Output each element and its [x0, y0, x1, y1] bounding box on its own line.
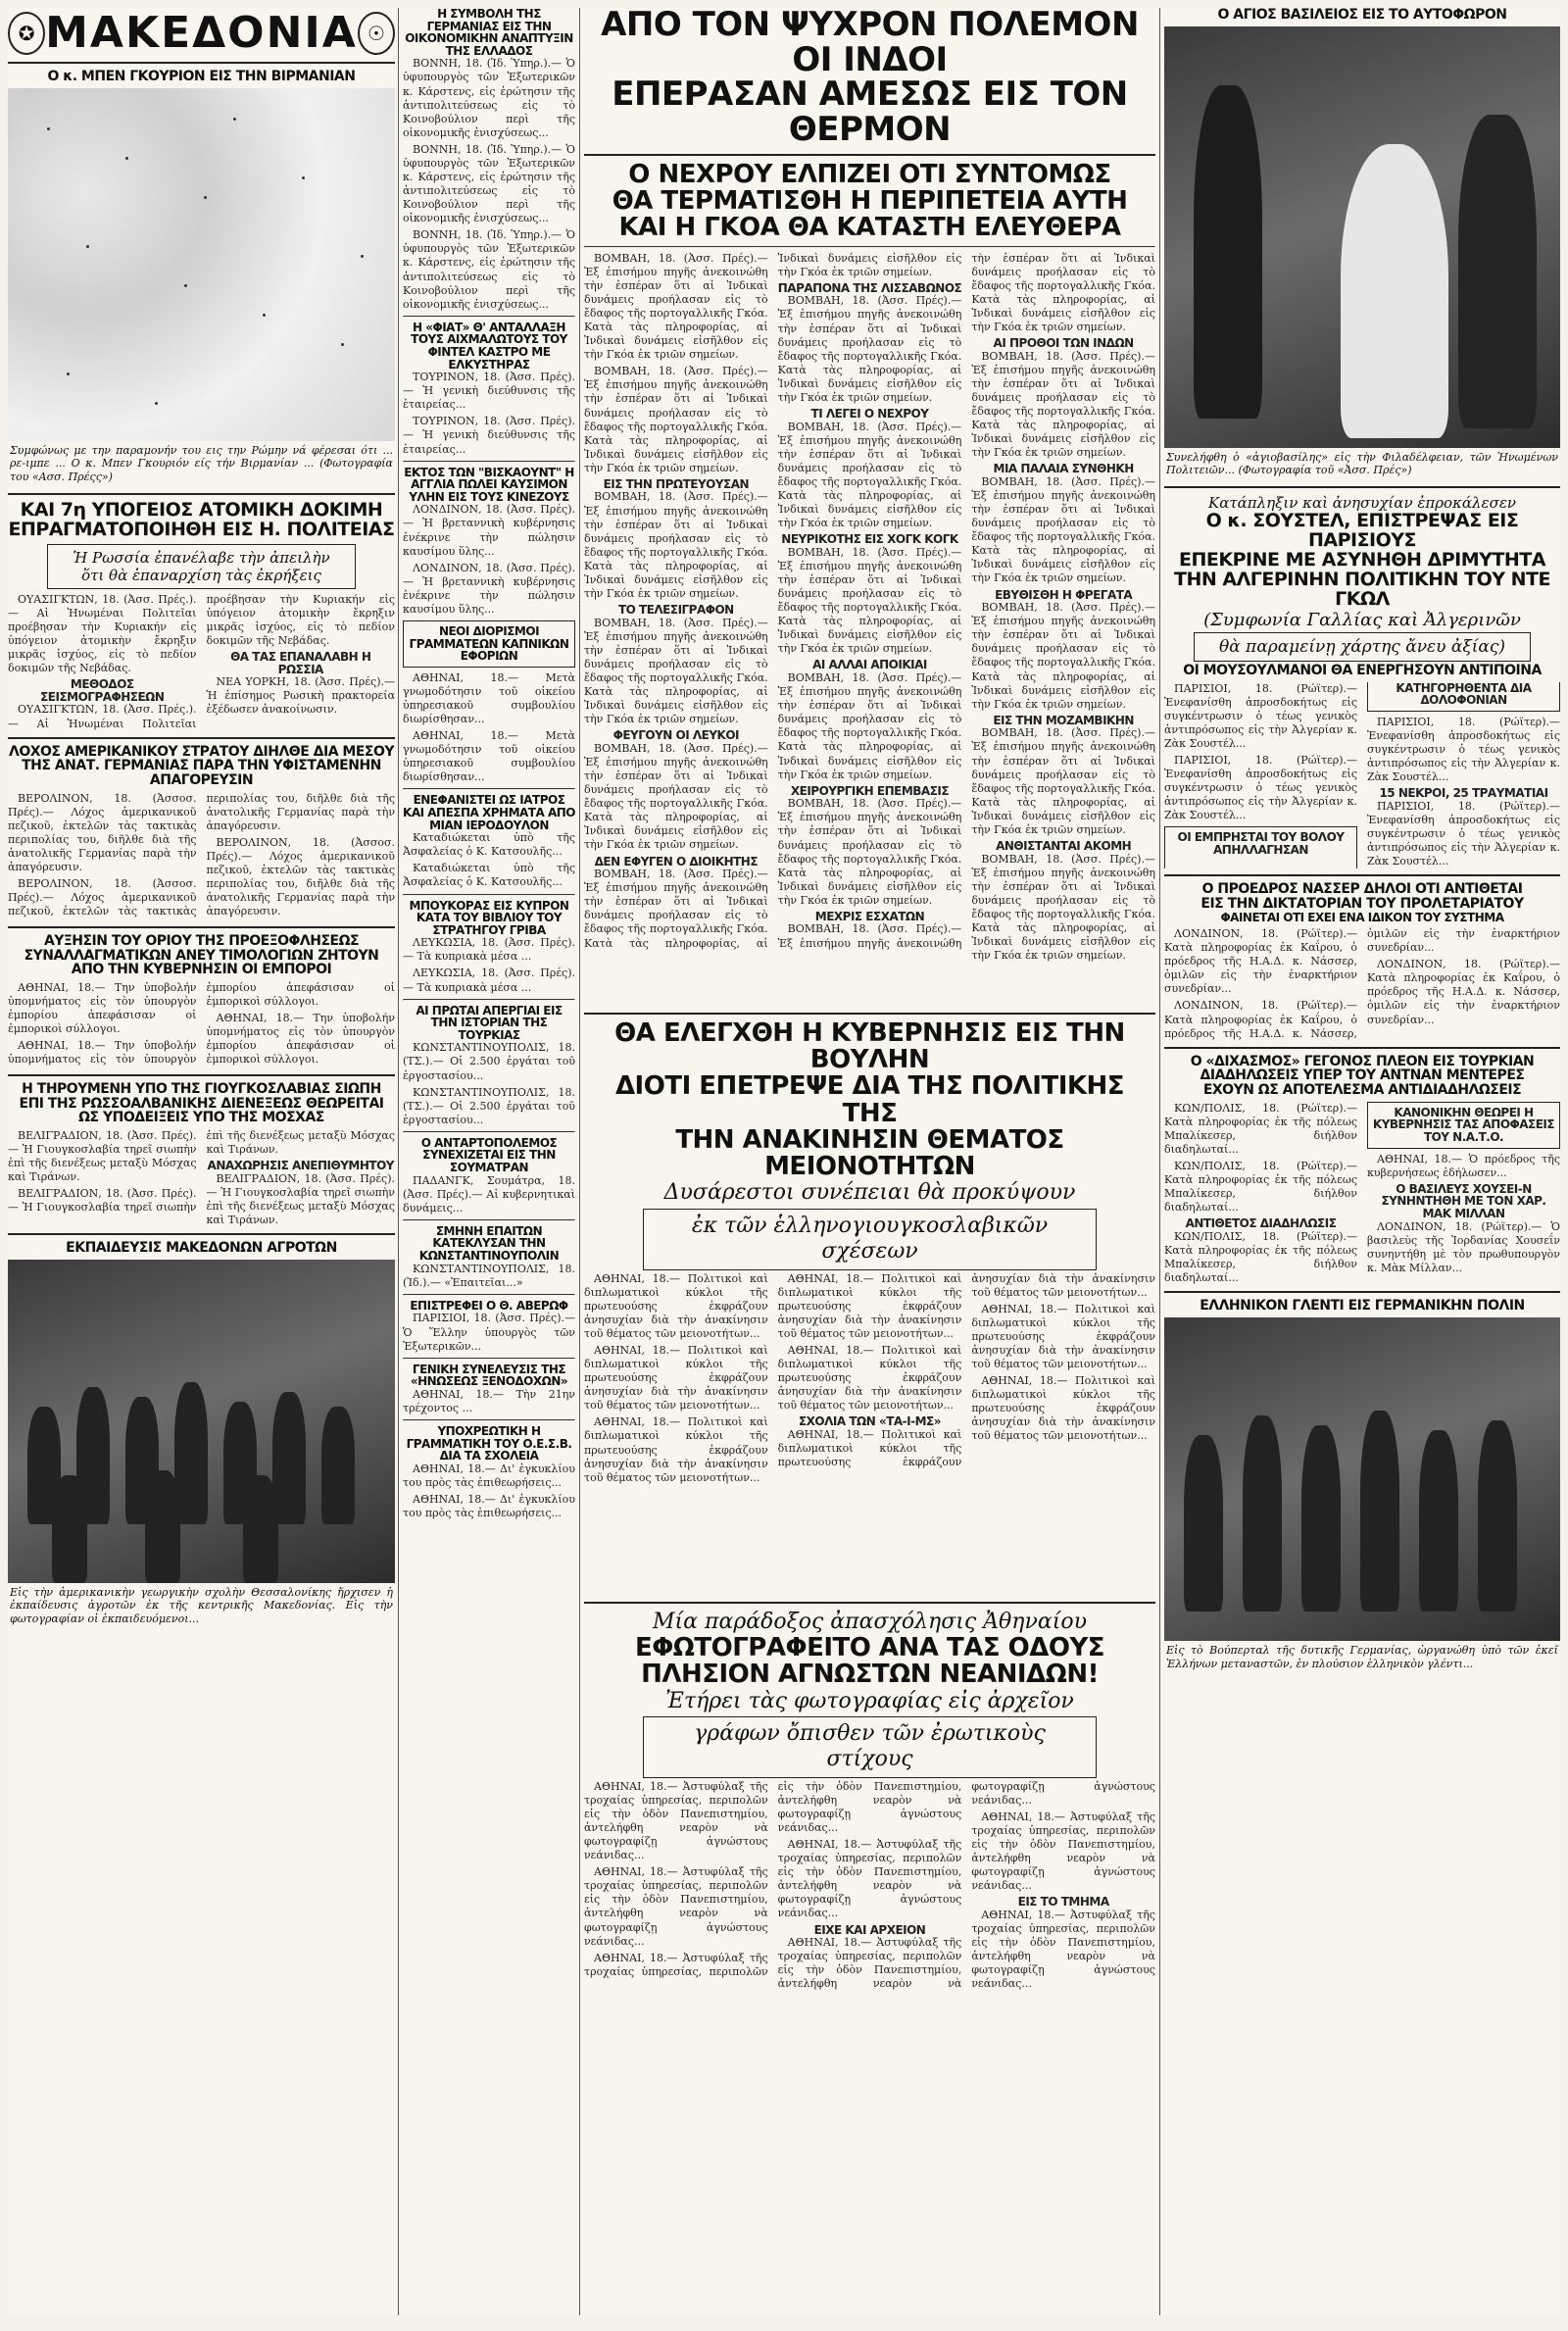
paragraph: ΒΟΜΒΑΗ, 18. (Ἀσσ. Πρές).— Ἐξ ἐπισήμου πηγῆς ἀνεκοινώθη τὴν ἑσπέραν ὅτι αἱ Ἰνδικαὶ δυνάμεις προήλασαν εἰς τὸ ἔδαφος τῆς πορτογαλλικῆς Γκόα. Κατὰ τὰς πληροφορίας, αἱ Ἰνδικαὶ δυνάμεις εἰσῆλθον εἰς τὴν Γκόα ἐκ τριῶν σημείων. — [971, 474, 1155, 585]
headline: ΚΑΙ 7η ΥΠΟΓΕΙΟΣ ΑΤΟΜΙΚΗ ΔΟΚΙΜΗ ΕΠΡΑΓΜΑΤΟΠΟΙΗΘΗ ΕΙΣ Η. ΠΟΛΙΤΕΙΑΣ — [8, 498, 395, 540]
paragraph: ΑΘΗΝΑΙ, 18.— Πολιτικοὶ καὶ διπλωματικοὶ κύκλοι τῆς πρωτευούσης ἐκφράζουν ἀνησυχίαν διὰ τὴν ἀνακίνησιν τοῦ θέματος τῶν μειονοτήτων... — [584, 1343, 768, 1413]
paragraph: ΒΟΜΒΑΗ, 18. (Ἀσσ. Πρές).— Ἐξ ἐπισήμου πηγῆς ἀνεκοινώθη τὴν ἑσπέραν ὅτι αἱ Ἰνδικαὶ δυνάμεις προήλασαν εἰς τὸ ἔδαφος τῆς πορτογαλλικῆς Γκόα. Κατὰ τὰς πληροφορίας, αἱ Ἰνδικαὶ δυνάμεις εἰσῆλθον εἰς τὴν Γκόα ἐκ τριῶν σημείων. — [584, 490, 768, 601]
paragraph: ΑΘΗΝΑΙ, 18.— Ἀστυφύλαξ τῆς τροχαίας ὑπηρεσίας, περιπολῶν εἰς τὴν ὁδὸν Πανεπιστημίου, ἀντελήφθη νεαρὸν νὰ φωτογραφίζῃ ἀγνώστους νεάνιδας... — [971, 1908, 1155, 1991]
paragraph: ΒΟΜΒΑΗ, 18. (Ἀσσ. Πρές).— Ἐξ ἐπισήμου πηγῆς ἀνεκοινώθη τὴν ἑσπέραν ὅτι αἱ Ἰνδικαὶ δυνάμεις προήλασαν εἰς τὸ ἔδαφος τῆς πορτογαλλικῆς Γκόα. Κατὰ τὰς πληροφορίας, αἱ Ἰνδικαὶ δυνάμεις εἰσῆλθον εἰς τὴν Γκόα ἐκ τριῶν σημείων. — [971, 852, 1155, 963]
subheading: ΧΕΙΡΟΥΡΓΙΚΗ ΕΠΕΜΒΑΣΙΣ — [790, 783, 950, 798]
lead-headline: ΕΠΕΡΑΣΑΝ ΑΜΕΣΩΣ ΕΙΣ ΤΟΝ ΘΕΡΜΟΝ — [612, 74, 1128, 150]
paragraph: Καταδιώκεται ὑπὸ τῆς Ἀσφαλείας ὁ Κ. Κατσουλῆς... — [403, 831, 575, 859]
subheading: ΑΝΘΙΣΤΑΝΤΑΙ ΑΚΟΜΗ — [996, 838, 1132, 853]
subheading: 15 ΝΕΚΡΟΙ, 25 ΤΡΑΥΜΑΤΙΑΙ — [1379, 786, 1548, 801]
subheading: ΕΙΣ ΤΗΝ ΜΟΖΑΜΒΙΚΗΝ — [993, 713, 1134, 727]
paragraph: ΒΕΡΟΛΙΝΟΝ, 18. (Ἀσσοσ. Πρές).— Λόχος ἀμερικανικοῦ πεζικοῦ, ἐκτελῶν τὰς τακτικὰς περιπολίας του, διῆλθε διὰ τῆς ἀνατολικῆς Γερμανίας παρὰ τὴν ἀπαγόρευσιν. — [8, 791, 395, 918]
subheading: ΕΙΧΕ ΚΑΙ ΑΡΧΕΙΟΝ — [813, 1922, 926, 1937]
paragraph: ΟΥΑΣΙΓΚΤΩΝ, 18. (Ἀσσ. Πρές.).— Αἱ Ἡνωμέναι Πολιτεῖαι προέβησαν τὴν Κυριακήν εἰς ὑπόγειον ἀτομικὴν ἔκρηξιν μικρᾶς ἰσχύος, εἰς τὸ πεδίον δοκιμῶν τῆς Νεβάδας. — [8, 592, 197, 675]
paragraph: ΒΟΝΝΗ, 18. (Ἰδ. Ὑπηρ.).— Ὁ ὑφυπουργὸς τῶν Ἐξωτερικῶν κ. Κάρστενς, εἰς ἐρώτησιν τῆς ἀντιπολιτεύσεως εἰς τὸ Κοινοβούλιον περὶ τῆς οἰκονομικῆς ἐνισχύσεως... — [403, 142, 575, 225]
paragraph: ΒΕΡΟΛΙΝΟΝ, 18. (Ἀσσοσ. Πρές).— Λόχος ἀμερικανικοῦ πεζικοῦ, ἐκτελῶν τὰς τακτικὰς περιπολίας του, διῆλθε διὰ τῆς ἀνατολικῆς Γερμανίας παρὰ τὴν ἀπαγόρευσιν. — [206, 835, 395, 918]
headline: ΕΚΤΟΣ ΤΩΝ "ΒΙΣΚΑΟΥΝΤ" Η ΑΓΓΛΙΑ ΠΩΛΕΙ ΚΑΥΣΙΜΟΝ ΥΛΗΝ ΕΙΣ ΤΟΥΣ ΚΙΝΕΖΟΥΣ — [404, 465, 574, 504]
subhead: ὅτι θὰ ἐπαναρχίση τὰς ἐκρήξεις — [81, 566, 321, 584]
subheading: ΦΕΥΓΟΥΝ ΟΙ ΛΕΥΚΟΙ — [612, 728, 739, 743]
paragraph: ΑΘΗΝΑΙ, 18.— Μετὰ γνωμοδότησιν τοῦ οἰκείου ὑπηρεσιακοῦ συμβουλίου διωρίσθησαν... — [403, 729, 575, 784]
photo-caption: Συνελήφθη ὁ «ἁγιοβασίλης» εἰς τὴν Φιλαδέλφειαν, τῶν Ἡνωμένων Πολιτειῶν... (Φωτογραφία τοῦ «Ἀσσ. Πρές») — [1166, 450, 1558, 477]
kicker: Μία παράδοξος ἀπασχόλησις Ἀθηναίου — [653, 1609, 1087, 1634]
article-body — [403, 371, 575, 456]
subheading: ΤΟ ΤΕΛΕΣΙΓΡΑΦΟΝ — [617, 603, 734, 618]
headline: ΜΠΟΥΚΟΡΑΣ ΕΙΣ ΚΥΠΡΟΝ ΚΑΤΑ ΤΟΥ ΒΙΒΛΙΟΥ ΤΟΥ ΣΤΡΑΤΗΓΟΥ ΓΡΙΒΑ — [409, 898, 569, 937]
paragraph: ΒΟΜΒΑΗ, 18. (Ἀσσ. Πρές).— Ἐξ ἐπισήμου πηγῆς ἀνεκοινώθη τὴν ἑσπέραν ὅτι αἱ Ἰνδικαὶ δυνάμεις προήλασαν εἰς τὸ ἔδαφος τῆς πορτογαλλικῆς Γκόα. Κατὰ τὰς πληροφορίας, αἱ Ἰνδικαὶ δυνάμεις εἰσῆλθον εἰς τὴν Γκόα ἐκ τριῶν σημείων. — [584, 251, 768, 362]
headline: Η ΣΥΜΒΟΛΗ ΤΗΣ ΓΕΡΜΑΝΙΑΣ ΕΙΣ ΤΗΝ ΟΙΚΟΝΟΜΙΚΗΝ ΑΝΑΠΤΥΞΙΝ ΤΗΣ ΕΛΛΑΔΟΣ — [405, 8, 573, 58]
headline: ΕΠΕΚΡΙΝΕ ΜΕ ΑΣΥΝΗΘΗ ΔΡΙΜΥΤΗΤΑ — [1179, 549, 1545, 571]
subhead: Ἡ Ρωσσία ἐπανέλαβε τὴν ἀπειλὴν — [73, 548, 330, 567]
subheading: ΜΙΑ ΠΑΛΑΙΑ ΣΥΝΘΗΚΗ — [993, 462, 1134, 476]
paragraph: ΑΘΗΝΑΙ, 18.— Πολιτικοὶ καὶ διπλωματικοὶ κύκλοι τῆς πρωτευούσης ἐκφράζουν ἀνησυχίαν διὰ τὴν ἀνακίνησιν τοῦ θέματος τῶν μειονοτήτων... — [584, 1271, 768, 1340]
lead-article-body — [584, 252, 1155, 1007]
paragraph: ΛΟΝΔΙΝΟΝ, 18. (Ρώϊτερ).— Κατὰ πληροφορίας ἐκ Καΐρου, ὁ πρόεδρος τῆς Η.Α.Δ. κ. Νάσσερ, ὁμιλῶν εἰς τὴν ἐναρκτήριον συνεδρίαν... — [1367, 958, 1560, 1026]
subheading: ΜΕΧΡΙΣ ΕΣΧΑΤΩΝ — [814, 909, 925, 923]
article-body — [403, 671, 575, 785]
headline: ΕΝΕΦΑΝΙΣΤΕΙ ΩΣ ΙΑΤΡΟΣ ΚΑΙ ΑΠΕΣΠΑ ΧΡΗΜΑΤΑ ΑΠΟ ΜΙΑΝ ΙΕΡΟΔΟΥΛΟΝ — [403, 793, 575, 832]
subheading: ΕΙΣ ΤΗΝ ΠΡΩΤΕΥΟΥΣΑΝ — [603, 476, 750, 491]
headline: ΔΙΑΔΗΛΩΣΕΙΣ ΥΠΕΡ ΤΟΥ ΑΝΤΝΑΝ ΜΕΝΤΕΡΕΣ — [1200, 1067, 1525, 1084]
paragraph: ΛΟΝΔΙΝΟΝ, 18. (Ρώϊτερ).— Κατὰ πληροφορίας ἐκ Καΐρου, ὁ πρόεδρος τῆς Η.Α.Δ. κ. Νάσσερ, ὁμιλῶν εἰς τὴν ἐναρκτήριον συνεδρίαν... — [1164, 927, 1560, 1040]
paragraph: ΑΘΗΝΑΙ, 18.— Ἀστυφύλαξ τῆς τροχαίας ὑπηρεσίας, περιπολῶν εἰς τὴν ὁδὸν Πανεπιστημίου, ἀντελήφθη νεαρὸν νὰ φωτογραφίζῃ ἀγνώστους νεάνιδας... — [777, 1779, 1155, 1991]
headline: ΘΑ ΕΛΕΓΧΘΗ Η ΚΥΒΕΡΝΗΣΙΣ ΕΙΣ ΤΗΝ ΒΟΥΛΗΝ — [614, 1017, 1125, 1074]
subheadline: (Συμφωνία Γαλλίας καὶ Ἀλγερινῶν — [1203, 609, 1521, 630]
headline: ΑΥΞΗΣΙΝ ΤΟΥ ΟΡΙΟΥ ΤΗΣ ΠΡΟΕΞΟΦΛΗΣΕΩΣ ΣΥΝΑΛΛΑΓΜΑΤΙΚΩΝ ΑΝΕΥ ΤΙΜΟΛΟΓΙΩΝ ΖΗΤΟΥΝ ΑΠΟ ΤΗΝ ΚΥΒΕΡΝΗΣΙΝ ΟΙ ΕΜΠΟΡΟΙ — [24, 932, 379, 978]
paragraph: ΒΕΛΙΓΡΑΔΙΟΝ, 18. (Ἀσσ. Πρές).— Ἡ Γιουγκοσλαβία τηρεῖ σιωπὴν ἐπὶ τῆς διενέξεως μεταξὺ Μόσχας καὶ Τιράνων. — [8, 1128, 197, 1184]
paragraph: ΑΘΗΝΑΙ, 18.— Πολιτικοὶ καὶ διπλωματικοὶ κύκλοι τῆς πρωτευούσης ἐκφράζουν ἀνησυχίαν διὰ τὴν ἀνακίνησιν τοῦ θέματος τῶν μειονοτήτων... — [777, 1271, 1155, 1469]
subheading: ΤΙ ΛΕΓΕΙ Ο ΝΕΧΡΟΥ — [810, 407, 929, 422]
photo-caption: Συμφώνως με την παραμονήν του εις την Ρώμην νά φέρεσαι ότι ... ρε-ιμπε ... Ο κ. Μπεν Γκουριόν είς τήν Βιρμανίαν ... (Φωτογραφία του «Ασσ. Πρέςς») — [10, 443, 393, 484]
paragraph: ΛΕΥΚΩΣΙΑ, 18. (Ἀσσ. Πρές).— Τὰ κυπριακὰ μέσα ... — [403, 967, 575, 994]
subheading: ΜΕΘΟΔΟΣ ΣΕΙΣΜΟΓΡΑΦΗΣΕΩΝ — [40, 677, 165, 704]
headline: ΟΙ ΜΟΥΣΟΥΛΜΑΝΟΙ ΘΑ ΕΝΕΡΓΗΣΟΥΝ ΑΝΤΙΠΟΙΝΑ — [1183, 662, 1542, 678]
paragraph: ΑΘΗΝΑΙ, 18.— Δι' ἐγκυκλίου του πρὸς τὰς ἐπιθεωρήσεις... — [403, 1492, 575, 1520]
paragraph: ΑΘΗΝΑΙ, 18.— Πολιτικοὶ καὶ διπλωματικοὶ κύκλοι τῆς πρωτευούσης ἐκφράζουν ἀνησυχίαν διὰ τὴν ἀνακίνησιν τοῦ θέματος τῶν μειονοτήτων... — [777, 1343, 962, 1413]
headline-box: ΟΙ ΕΜΠΡΗΣΤΑΙ ΤΟΥ ΒΟΛΟΥ ΑΠΗΛΛΑΓΗΣΑΝ ΚΑΤΗΓΟΡΗΘΕΝΤΑ ΔΙΑ ΔΟΛΟΦΟΝΙΑΝ — [1164, 682, 1560, 869]
paragraph: ΚΩΝ/ΠΟΛΙΣ, 18. (Ρώϊτερ).— Κατὰ πληροφορίας ἐκ τῆς πόλεως Μπαλίκεσερ, διήλθον διαδηλωταί... — [1164, 1230, 1357, 1285]
headline: ΠΛΗΣΙΟΝ ΑΓΝΩΣΤΩΝ ΝΕΑΝΙΔΩΝ! — [641, 1660, 1099, 1690]
paragraph: ΑΘΗΝΑΙ, 18.— Ἀστυφύλαξ τῆς τροχαίας ὑπηρεσίας, περιπολῶν εἰς τὴν ὁδὸν Πανεπιστημίου, ἀντελήφθη νεαρὸν νὰ φωτογραφίζῃ ἀγνώστους νεάνιδας... — [584, 1865, 768, 1948]
article-body — [8, 792, 395, 920]
subheading: ΠΑΡΑΠΟΝΑ ΤΗΣ ΛΙΣΣΑΒΩΝΟΣ — [777, 280, 962, 295]
paragraph: ΠΑΔΑΝΓΚ, Σουμάτρα, 18. (Ἀσσ. Πρές).— Αἱ κυβερνητικαὶ δυνάμεις... — [403, 1173, 575, 1215]
paragraph: ΑΘΗΝΑΙ, 18.— Πολιτικοὶ καὶ διπλωματικοὶ κύκλοι τῆς πρωτευούσης ἐκφράζουν ἀνησυχίαν διὰ τὴν ἀνακίνησιν τοῦ θέματος τῶν μειονοτήτων... — [971, 1374, 1155, 1443]
subheadline: Ἐτήρει τὰς φωτογραφίας εἰς ἀρχεῖον — [665, 1688, 1074, 1713]
headline: ΕΙΣ ΤΗΝ ΔΙΚΤΑΤΟΡΙΑΝ ΤΟΥ ΠΡΟΛΕΤΑΡΙΑΤΟΥ — [1200, 895, 1524, 912]
article-body — [403, 1174, 575, 1215]
article-body — [1164, 682, 1560, 869]
newspaper-page — [8, 8, 1560, 2315]
paragraph: ΑΘΗΝΑΙ, 18.— Ἀστυφύλαξ τῆς τροχαίας ὑπηρεσίας, περιπολῶν εἰς τὴν ὁδὸν Πανεπιστημίου, ἀντελήφθη νεαρὸν νὰ φωτογραφίζῃ ἀγνώστους νεάνιδας... — [971, 1810, 1155, 1893]
kicker: Κατάπληξιν καὶ ἀνησυχίαν ἐπροκάλεσεν — [1207, 494, 1517, 513]
subheading: ΕΒΥΘΙΣΘΗ Η ΦΡΕΓΑΤΑ — [995, 587, 1133, 602]
headline-box: ΚΑΝΟΝΙΚΗΝ ΘΕΩΡΕΙ Η ΚΥΒΕΡΝΗΣΙΣ ΤΑΣ ΑΠΟΦΑΣΕΙΣ ΤΟΥ Ν.Α.Τ.Ο. — [1367, 1102, 1560, 1149]
paragraph: ΚΩΝΣΤΑΝΤΙΝΟΥΠΟΛΙΣ, 18. (Ἰδ.).— «Ἐπαιτεῖαι...» — [403, 1262, 575, 1289]
paragraph: ΑΘΗΝΑΙ, 18.— Ἀστυφύλαξ τῆς τροχαίας ὑπηρεσίας, περιπολῶν εἰς τὴν ὁδὸν Πανεπιστημίου, ἀντελήφθη νεαρὸν νὰ φωτογραφίζῃ ἀγνώστους νεάνιδας... — [584, 1779, 962, 1978]
article-body — [403, 503, 575, 617]
headline: Ο «ΔΙΧΑΣΜΟΣ» ΓΕΓΟΝΟΣ ΠΛΕΟΝ ΕΙΣ ΤΟΥΡΚΙΑΝ — [1190, 1053, 1535, 1069]
headline: ΤΗΝ ΑΝΑΚΙΝΗΣΙΝ ΘΕΜΑΤΟΣ ΜΕΙΟΝΟΤΗΤΩΝ — [675, 1124, 1064, 1182]
article-body — [8, 981, 395, 1068]
article-body — [403, 1263, 575, 1290]
paragraph: ΑΘΗΝΑΙ, 18.— Πολιτικοὶ καὶ διπλωματικοὶ κύκλοι τῆς πρωτευούσης ἐκφράζουν ἀνησυχίαν διὰ τὴν ἀνακίνησιν τοῦ θέματος τῶν μειονοτήτων... — [584, 1415, 768, 1484]
subheadline: Δυσάρεστοι συνέπειαι θὰ προκύψουν — [663, 1180, 1076, 1206]
lead-subheadline: ΘΑ ΤΕΡΜΑΤΙΣΘΗ Η ΠΕΡΙΠΕΤΕΙΑ ΑΥΤΗ — [612, 186, 1128, 217]
headline: Ο ΠΡΟΕΔΡΟΣ ΝΑΣΣΕΡ ΔΗΛΟΙ ΟΤΙ ΑΝΤΙΘΕΤΑΙ — [1201, 881, 1523, 898]
emblem-icon: ☉ — [358, 12, 395, 55]
paragraph: ΒΟΝΝΗ, 18. (Ἰδ. Ὑπηρ.).— Ὁ ὑφυπουργὸς τῶν Ἐξωτερικῶν κ. Κάρστενς, εἰς ἐρώτησιν τῆς ἀντιπολιτεύσεως εἰς τὸ Κοινοβούλιον περὶ τῆς οἰκονομικῆς ἐνισχύσεως... — [403, 57, 575, 139]
paragraph: ΠΑΡΙΣΙΟΙ, 18. (Ἀσσ. Πρές).— Ὁ Ἕλλην ὑπουργὸς τῶν Ἐξωτερικῶν... — [403, 1312, 575, 1353]
paragraph: ΒΟΝΝΗ, 18. (Ἰδ. Ὑπηρ.).— Ὁ ὑφυπουργὸς τῶν Ἐξωτερικῶν κ. Κάρστενς, εἰς ἐρώτησιν τῆς ἀντιπολιτεύσεως εἰς τὸ Κοινοβούλιον περὶ τῆς οἰκονομικῆς ἐνισχύσεως... — [403, 228, 575, 311]
article-body — [8, 593, 395, 731]
paragraph: Καταδιώκεται ὑπὸ τῆς Ἀσφαλείας ὁ Κ. Κατσουλῆς... — [403, 862, 575, 889]
article-body — [403, 57, 575, 311]
photo-greek-party — [1164, 1317, 1560, 1641]
article-body — [403, 831, 575, 889]
subheading: ΝΕΥΡΙΚΟΤΗΣ ΕΙΣ ΧΟΓΚ ΚΟΓΚ — [781, 532, 958, 547]
headline: ΣΜΗΝΗ ΕΠΑΙΤΩΝ ΚΑΤΕΚΛΥΣΑΝ ΤΗΝ ΚΩΝΣΤΑΝΤΙΝΟΥΠΟΛΙΝ — [418, 1223, 560, 1264]
photo-santa-claus — [1164, 26, 1560, 448]
paragraph: ΑΘΗΝΑΙ, 18.— Την ὑποβολήν ὑπομνήματος εἰς τὸν ὑπουργὸν ἐμπορίου ἀπεφάσισαν οἱ ἐμπορικοὶ σύλλογοι. — [8, 980, 395, 1066]
paragraph: ΒΟΜΒΑΗ, 18. (Ἀσσ. Πρές).— Ἐξ ἐπισήμου πηγῆς ἀνεκοινώθη τὴν ἑσπέραν ὅτι αἱ Ἰνδικαὶ δυνάμεις προήλασαν εἰς τὸ ἔδαφος τῆς πορτογαλλικῆς Γκόα. Κατὰ τὰς πληροφορίας, αἱ Ἰνδικαὶ δυνάμεις εἰσῆλθον εἰς τὴν Γκόα ἐκ τριῶν σημείων. — [777, 671, 962, 781]
subheadline: γράφων ὄπισθεν τῶν ἐρωτικοὺς στίχους — [643, 1716, 1097, 1778]
article-body — [584, 1780, 1155, 1992]
photo-caption: Εἰς τὴν ἀμερικανικὴν γεωργικὴν σχολὴν Θεσσαλονίκης ἤρχισεν ἡ ἐκπαίδευσις ἀγροτῶν ἐκ τῆς κεντρικῆς Μακεδονίας. Εἰς τὴν φωτογραφίαν οἱ ἐκπαιδευόμενοι... — [10, 1585, 393, 1626]
photo-map-ben-gurion — [8, 88, 395, 441]
subheadline: ἐκ τῶν ἑλληνογιουγκοσλαβικῶν σχέσεων — [643, 1209, 1097, 1270]
subheading: ΑΝΑΧΩΡΗΣΙΣ ΑΝΕΠΙΘΥΜΗΤΟΥ — [207, 1159, 394, 1173]
headline: ΓΕΝΙΚΗ ΣΥΝΕΛΕΥΣΙΣ ΤΗΣ «ΗΝΩΣΕΩΣ ΞΕΝΟΔΟΧΩΝ» — [410, 1362, 568, 1389]
lead-headline: ΑΠΟ ΤΟΝ ΨΥΧΡΟΝ ΠΟΛΕΜΟΝ ΟΙ ΙΝΔΟΙ — [601, 8, 1139, 79]
headline: ΔΙΟΤΙ ΕΠΕΤΡΕΨΕ ΔΙΑ ΤΗΣ ΠΟΛΙΤΙΚΗΣ ΤΗΣ — [614, 1071, 1125, 1128]
subheading: ΑΙ ΠΡΟΘΟΙ ΤΩΝ ΙΝΔΩΝ — [993, 336, 1134, 351]
paragraph: ΑΘΗΝΑΙ, 18.— Την ὑποβολήν ὑπομνήματος εἰς τὸν ὑπουργὸν ἐμπορίου ἀπεφάσισαν οἱ ἐμπορικοὶ σύλλογοι. — [206, 1012, 395, 1066]
paragraph: ΒΟΜΒΑΗ, 18. (Ἀσσ. Πρές).— Ἐξ ἐπισήμου πηγῆς ἀνεκοινώθη τὴν ἑσπέραν ὅτι αἱ Ἰνδικαὶ δυνάμεις προήλασαν εἰς τὸ ἔδαφος τῆς πορτογαλλικῆς Γκόα. Κατὰ τὰς πληροφορίας, αἱ Ἰνδικαὶ δυνάμεις εἰσῆλθον εἰς τὴν Γκόα ἐκ τριῶν σημείων. — [777, 420, 962, 530]
column-1 — [8, 8, 395, 2315]
paragraph: ΑΘΗΝΑΙ, 18.— Μετὰ γνωμοδότησιν τοῦ οἰκείου ὑπηρεσιακοῦ συμβουλίου διωρίσθησαν... — [403, 670, 575, 726]
headline: ΛΟΧΟΣ ΑΜΕΡΙΚΑΝΙΚΟΥ ΣΤΡΑΤΟΥ ΔΙΗΛΘΕ ΔΙΑ ΜΕΣΟΥ ΤΗΣ ΑΝΑΤ. ΓΕΡΜΑΝΙΑΣ ΠΑΡΑ ΤΗΝ ΥΦΙΣΤΑΜΕΝΗΝ ΑΠΑΓΟΡΕΥΣΙΝ — [9, 743, 394, 788]
paragraph: ΑΘΗΝΑΙ, 18.— Πολιτικοὶ καὶ διπλωματικοὶ κύκλοι τῆς πρωτευούσης ἐκφράζουν ἀνησυχίαν διὰ τὴν ἀνακίνησιν τοῦ θέματος τῶν μειονοτήτων... — [777, 1271, 962, 1340]
column-rule — [1159, 8, 1160, 2315]
paragraph: ΚΩΝ/ΠΟΛΙΣ, 18. (Ρώϊτερ).— Κατὰ πληροφορίας ἐκ τῆς πόλεως Μπαλίκεσερ, διήλθον διαδηλωταί... — [1164, 1160, 1357, 1215]
paragraph: ΚΩΝ/ΠΟΛΙΣ, 18. (Ρώϊτερ).— Κατὰ πληροφορίας ἐκ τῆς πόλεως Μπαλίκεσερ, διήλθον διαδηλωταί... — [1164, 1101, 1357, 1157]
headline: Η «ΦΙΑΤ» Θ' ΑΝΤΑΛΛΑΞΗ ΤΟΥΣ ΑΙΧΜΑΛΩΤΟΥΣ ΤΟΥ ΦΙΝΤΕΛ ΚΑΣΤΡΟ ΜΕ ΕΛΚΥΣΤΗΡΑΣ — [411, 320, 567, 372]
masthead — [8, 8, 395, 64]
photo-headline: Ο κ. ΜΠΕΝ ΓΚΟΥΡΙΟΝ ΕΙΣ ΤΗΝ ΒΙΡΜΑΝΙΑΝ — [47, 69, 356, 84]
headline: ΥΠΟΧΡΕΩΤΙΚΗ Η ΓΡΑΜΜΑΤΙΚΗ ΤΟΥ Ο.Ε.Σ.Β. ΔΙΑ ΤΑ ΣΧΟΛΕΙΑ — [406, 1424, 572, 1463]
article-body — [403, 1312, 575, 1353]
column-3 — [584, 8, 1155, 2315]
article-body — [8, 1129, 395, 1227]
paragraph: ΒΟΜΒΑΗ, 18. (Ἀσσ. Πρές).— Ἐξ ἐπισήμου πηγῆς ἀνεκοινώθη τὴν ἑσπέραν ὅτι αἱ Ἰνδικαὶ δυνάμεις προήλασαν εἰς τὸ ἔδαφος τῆς πορτογαλλικῆς Γκόα. Κατὰ τὰς πληροφορίας, αἱ Ἰνδικαὶ δυνάμεις εἰσῆλθον εἰς τὴν Γκόα ἐκ τριῶν σημείων. — [584, 251, 962, 950]
column-2 — [403, 8, 575, 2315]
paragraph: ΟΥΑΣΙΓΚΤΩΝ, 18. (Ἀσσ. Πρές.).— Αἱ Ἡνωμέναι Πολιτεῖαι προέβησαν τὴν Κυριακήν εἰς ὑπόγειον ἀτομικὴν ἔκρηξιν μικρᾶς ἰσχύος, εἰς τὸ πεδίον δοκιμῶν τῆς Νεβάδας. — [8, 592, 395, 730]
paragraph: ΒΕΛΙΓΡΑΔΙΟΝ, 18. (Ἀσσ. Πρές).— Ἡ Γιουγκοσλαβία τηρεῖ σιωπὴν ἐπὶ τῆς διενέξεως μεταξὺ Μόσχας καὶ Τιράνων. — [8, 1128, 395, 1215]
headline: Ο ΒΑΣΙΛΕΥΣ ΧΟΥΣΕΙ-Ν ΣΥΝΗΝΤΗΘΗ ΜΕ ΤΟΝ ΧΑΡ. ΜΑΚ ΜΙΛΛΑΝ — [1381, 1181, 1546, 1220]
lead-subheadline: Ο ΝΕΧΡΟΥ ΕΛΠΙΖΕΙ ΟΤΙ ΣΥΝΤΟΜΩΣ — [628, 159, 1111, 189]
paragraph: ΛΕΥΚΩΣΙΑ, 18. (Ἀσσ. Πρές).— Τὰ κυπριακὰ μέσα ... — [403, 936, 575, 964]
paragraph: ΑΘΗΝΑΙ, 18.— Ἀστυφύλαξ τῆς τροχαίας ὑπηρεσίας, περιπολῶν εἰς τὴν ὁδὸν Πανεπιστημίου, ἀντελήφθη νεαρὸν νὰ φωτογραφίζῃ ἀγνώστους νεάνιδας... — [584, 1779, 768, 1862]
column-rule — [579, 8, 580, 2315]
paragraph: ΒΟΜΒΑΗ, 18. (Ἀσσ. Πρές).— Ἐξ ἐπισήμου πηγῆς ἀνεκοινώθη τὴν ἑσπέραν ὅτι αἱ Ἰνδικαὶ δυνάμεις προήλασαν εἰς τὸ ἔδαφος τῆς πορτογαλλικῆς Γκόα. Κατὰ τὰς πληροφορίας, αἱ Ἰνδικαὶ δυνάμεις εἰσῆλθον εἰς τὴν Γκόα ἐκ τριῶν σημείων. — [777, 545, 962, 656]
article-body — [403, 1041, 575, 1126]
paragraph: ΑΘΗΝΑΙ, 18.— Δι' ἐγκυκλίου του πρὸς τὰς ἐπιθεωρήσεις... — [403, 1462, 575, 1489]
paragraph: ΤΟΥΡΙΝΟΝ, 18. (Ἀσσ. Πρές).— Ἡ γενικὴ διεύθυνσις τῆς ἑταιρείας... — [403, 371, 575, 412]
subheading: ΘΑ ΤΑΣ ΕΠΑΝΑΛΑΒΗ Η ΡΩΣΣΙΑ — [230, 650, 371, 676]
paragraph: ΒΟΜΒΑΗ, 18. (Ἀσσ. Πρές).— Ἐξ ἐπισήμου πηγῆς ἀνεκοινώθη τὴν ἑσπέραν ὅτι αἱ Ἰνδικαὶ δυνάμεις προήλασαν εἰς τὸ ἔδαφος τῆς πορτογαλλικῆς Γκόα. Κατὰ τὰς πληροφορίας, αἱ Ἰνδικαὶ δυνάμεις εἰσῆλθον εἰς τὴν Γκόα ἐκ τριῶν σημείων. — [971, 601, 1155, 711]
article-body — [584, 1272, 1155, 1596]
subheadline: θὰ παραμείνῃ χάρτης ἄνευ ἀξίας) — [1194, 632, 1531, 662]
headline: ΕΧΟΥΝ ΩΣ ΑΠΟΤΕΛΕΣΜΑ ΑΝΤΙΔΙΑΔΗΛΩΣΕΙΣ — [1202, 1082, 1522, 1099]
subheading: ΑΝΤΙΘΕΤΟΣ ΔΙΑΔΗΛΩΣΙΣ — [1185, 1216, 1337, 1231]
article-body — [403, 1463, 575, 1520]
paragraph: ΛΟΝΔΙΝΟΝ, 18. (Ἀσσ. Πρές).— Ἡ βρεταννικὴ κυβέρνησις ἐνέκρινε τὴν πώλησιν καυσίμου ὕλης... — [403, 503, 575, 558]
paragraph: ΒΕΛΙΓΡΑΔΙΟΝ, 18. (Ἀσσ. Πρές).— Ἡ Γιουγκοσλαβία τηρεῖ σιωπὴν ἐπὶ τῆς διενέξεως μεταξὺ Μόσχας καὶ Τιράνων. — [206, 1171, 395, 1226]
paragraph: ΒΟΜΒΑΗ, 18. (Ἀσσ. Πρές).— Ἐξ ἐπισήμου πηγῆς ἀνεκοινώθη τὴν ἑσπέραν ὅτι αἱ Ἰνδικαὶ δυνάμεις προήλασαν εἰς τὸ ἔδαφος τῆς πορτογαλλικῆς Γκόα. Κατὰ τὰς πληροφορίας, αἱ Ἰνδικαὶ δυνάμεις εἰσῆλθον εἰς τὴν Γκόα ἐκ τριῶν σημείων. — [971, 726, 1155, 836]
column-rule — [398, 8, 399, 2315]
headline: ΑΙ ΠΡΩΤΑΙ ΑΠΕΡΓΙΑΙ ΕΙΣ ΤΗΝ ΙΣΤΟΡΙΑΝ ΤΗΣ ΤΟΥΡΚΙΑΣ — [416, 1003, 563, 1042]
photo-headline: Ο ΑΓΙΟΣ ΒΑΣΙΛΕΙΟΣ ΕΙΣ ΤΟ ΑΥΤΟΦΩΡΟΝ — [1217, 8, 1507, 23]
paragraph: ΠΑΡΙΣΙΟΙ, 18. (Ρώϊτερ).— Ἐνεφανίσθη ἀπροσδοκήτως εἰς συγκέντρωσιν ὁ τέως γενικὸς ἀντιπρόσωπος εἰς τὴν Ἀλγερίαν κ. Ζὰκ Σουστέλ... — [1164, 681, 1357, 750]
emblem-icon: ✪ — [8, 12, 45, 55]
headline: Ο κ. ΣΟΥΣΤΕΛ, ΕΠΙΣΤΡΕΨΑΣ ΕΙΣ ΠΑΡΙΣΙΟΥΣ — [1205, 510, 1519, 552]
paragraph: ΒΟΜΒΑΗ, 18. (Ἀσσ. Πρές).— Ἐξ ἐπισήμου πηγῆς ἀνεκοινώθη τὴν ἑσπέραν ὅτι αἱ Ἰνδικαὶ δυνάμεις προήλασαν εἰς τὸ ἔδαφος τῆς πορτογαλλικῆς Γκόα. Κατὰ τὰς πληροφορίας, αἱ Ἰνδικαὶ δυνάμεις εἰσῆλθον εἰς τὴν Γκόα ἐκ τριῶν σημείων. — [584, 365, 768, 474]
masthead-title: ΜΑΚΕΔΟΝΙΑ — [45, 8, 358, 58]
photo-farmers-group — [8, 1260, 395, 1583]
subhead-box — [47, 544, 356, 589]
paragraph: ΑΘΗΝΑΙ, 18.— Ὁ πρόεδρος τῆς κυβερνήσεως ἐδήλωσεν... — [1367, 1152, 1560, 1179]
paragraph: ΑΘΗΝΑΙ, 18.— Την ὑποβολήν ὑπομνήματος εἰς τὸν ὑπουργὸν ἐμπορίου ἀπεφάσισαν οἱ ἐμπορικοὶ σύλλογοι. — [8, 980, 197, 1036]
subheadline: ΦΑΙΝΕΤΑΙ ΟΤΙ ΕΧΕΙ ΕΝΑ ΙΔΙΚΟΝ ΤΟΥ ΣΥΣΤΗΜΑ — [1220, 910, 1504, 924]
paragraph: ΛΟΝΔΙΝΟΝ, 18. (Ρώϊτερ).— Κατὰ πληροφορίας ἐκ Καΐρου, ὁ πρόεδρος τῆς Η.Α.Δ. κ. Νάσσερ, ὁμιλῶν εἰς τὴν ἐναρκτήριον συνεδρίαν... — [1164, 927, 1357, 996]
paragraph: ΝΕΑ ΥΟΡΚΗ, 18. (Ἀσσ. Πρές).— Ἡ ἐπίσημος Ρωσικὴ πρακτορεία ἐξέδωσεν ἀνακοίνωσιν. — [206, 675, 395, 717]
article-body — [1164, 1102, 1560, 1286]
paragraph: ΤΟΥΡΙΝΟΝ, 18. (Ἀσσ. Πρές).— Ἡ γενικὴ διεύθυνσις τῆς ἑταιρείας... — [403, 415, 575, 456]
headline: Ο ΑΝΤΑΡΤΟΠΟΛΕΜΟΣ ΣΥΝΕΧΙΖΕΤΑΙ ΕΙΣ ΤΗΝ ΣΟΥΜΑΤΡΑΝ — [420, 1135, 558, 1175]
paragraph: ΠΑΡΙΣΙΟΙ, 18. (Ρώϊτερ).— Ἐνεφανίσθη ἀπροσδοκήτως εἰς συγκέντρωσιν ὁ τέως γενικὸς ἀντιπρόσωπος εἰς τὴν Ἀλγερίαν κ. Ζὰκ Σουστέλ... — [1367, 799, 1560, 868]
paragraph: ΒΟΜΒΑΗ, 18. (Ἀσσ. Πρές).— Ἐξ ἐπισήμου πηγῆς ἀνεκοινώθη τὴν ἑσπέραν ὅτι αἱ Ἰνδικαὶ δυνάμεις προήλασαν εἰς τὸ ἔδαφος τῆς πορτογαλλικῆς Γκόα. Κατὰ τὰς πληροφορίας, αἱ Ἰνδικαὶ δυνάμεις εἰσῆλθον εἰς τὴν Γκόα ἐκ τριῶν σημείων. — [777, 251, 1155, 950]
paragraph: ΒΟΜΒΑΗ, 18. (Ἀσσ. Πρές).— Ἐξ ἐπισήμου πηγῆς ἀνεκοινώθη τὴν ἑσπέραν ὅτι αἱ Ἰνδικαὶ δυνάμεις προήλασαν εἰς τὸ ἔδαφος τῆς πορτογαλλικῆς Γκόα. Κατὰ τὰς πληροφορίας, αἱ Ἰνδικαὶ δυνάμεις εἰσῆλθον εἰς τὴν Γκόα ἐκ τριῶν σημείων. — [777, 294, 962, 404]
subheading: ΔΕΝ ΕΦΥΓΕΝ Ο ΔΙΟΙΚΗΤΗΣ — [594, 854, 759, 868]
subheading: ΣΧΟΛΙΑ ΤΩΝ «ΤΑ-Ι-ΜΣ» — [798, 1414, 941, 1429]
subheading: ΕΙΣ ΤΟ ΤΜΗΜΑ — [1017, 1895, 1109, 1909]
paragraph: ΒΟΜΒΑΗ, 18. (Ἀσσ. Πρές).— Ἐξ ἐπισήμου πηγῆς ἀνεκοινώθη τὴν ἑσπέραν ὅτι αἱ Ἰνδικαὶ δυνάμεις προήλασαν εἰς τὸ ἔδαφος τῆς πορτογαλλικῆς Γκόα. Κατὰ τὰς πληροφορίας, αἱ Ἰνδικαὶ δυνάμεις εἰσῆλθον εἰς τὴν Γκόα ἐκ τριῶν σημείων. — [584, 741, 768, 852]
article-body — [1164, 927, 1560, 1041]
paragraph: ΠΑΡΙΣΙΟΙ, 18. (Ρώϊτερ).— Ἐνεφανίσθη ἀπροσδοκήτως εἰς συγκέντρωσιν ὁ τέως γενικὸς ἀντιπρόσωπος εἰς τὴν Ἀλγερίαν κ. Ζὰκ Σουστέλ... — [1367, 715, 1560, 784]
paragraph: ΒΟΜΒΑΗ, 18. (Ἀσσ. Πρές).— Ἐξ ἐπισήμου πηγῆς ἀνεκοινώθη τὴν ἑσπέραν ὅτι αἱ Ἰνδικαὶ δυνάμεις προήλασαν εἰς τὸ ἔδαφος τῆς πορτογαλλικῆς Γκόα. Κατὰ τὰς πληροφορίας, αἱ Ἰνδικαὶ δυνάμεις εἰσῆλθον εἰς τὴν Γκόα ἐκ τριῶν σημείων. — [777, 797, 962, 907]
paragraph: ΠΑΡΙΣΙΟΙ, 18. (Ρώϊτερ).— Ἐνεφανίσθη ἀπροσδοκήτως εἰς συγκέντρωσιν ὁ τέως γενικὸς ἀντιπρόσωπος εἰς τὴν Ἀλγερίαν κ. Ζὰκ Σουστέλ... — [1164, 753, 1357, 822]
paragraph: ΑΘΗΝΑΙ, 18.— Πολιτικοὶ καὶ διπλωματικοὶ κύκλοι τῆς πρωτευούσης ἐκφράζουν ἀνησυχίαν διὰ τὴν ἀνακίνησιν τοῦ θέματος τῶν μειονοτήτων... — [971, 1302, 1155, 1371]
article-body — [403, 936, 575, 994]
paragraph: ΛΟΝΔΙΝΟΝ, 18. (Ἀσσ. Πρές).— Ἡ βρεταννικὴ κυβέρνησις ἐνέκρινε τὴν πώλησιν καυσίμου ὕλης... — [403, 561, 575, 616]
photo-caption: Εἰς τὸ Βούπερταλ τῆς δυτικῆς Γερμανίας, ὠργανώθη ὑπὸ τῶν ἐκεῖ Ἑλλήνων μεταναστῶν, ἐν πλούσιον ἑλληνικὸν γλέντι... — [1166, 1644, 1558, 1670]
paragraph: ΒΕΡΟΛΙΝΟΝ, 18. (Ἀσσοσ. Πρές).— Λόχος ἀμερικανικοῦ πεζικοῦ, ἐκτελῶν τὰς τακτικὰς περιπολίας του, διῆλθε διὰ τῆς ἀνατολικῆς Γερμανίας παρὰ τὴν ἀπαγόρευσιν. — [8, 791, 197, 874]
paragraph: ΚΩΝΣΤΑΝΤΙΝΟΥΠΟΛΙΣ, 18. (ΤΣ.).— Οἱ 2.500 ἐργάται τοῦ ἐργοστασίου... — [403, 1085, 575, 1126]
headline: ΤΗΝ ΑΛΓΕΡΙΝΗΝ ΠΟΛΙΤΙΚΗΝ ΤΟΥ ΝΤΕ ΓΚΩΛ — [1173, 569, 1550, 610]
paragraph: ΒΟΜΒΑΗ, 18. (Ἀσσ. Πρές).— Ἐξ ἐπισήμου πηγῆς ἀνεκοινώθη τὴν ἑσπέραν ὅτι αἱ Ἰνδικαὶ δυνάμεις προήλασαν εἰς τὸ ἔδαφος τῆς πορτογαλλικῆς Γκόα. Κατὰ τὰς πληροφορίας, αἱ Ἰνδικαὶ δυνάμεις εἰσῆλθον εἰς τὴν Γκόα ἐκ τριῶν σημείων. — [584, 616, 768, 726]
paragraph: ΒΟΜΒΑΗ, 18. (Ἀσσ. Πρές).— Ἐξ ἐπισήμου πηγῆς ἀνεκοινώθη τὴν ἑσπέραν ὅτι αἱ Ἰνδικαὶ δυνάμεις προήλασαν εἰς τὸ ἔδαφος τῆς πορτογαλλικῆς Γκόα. Κατὰ τὰς πληροφορίας, αἱ Ἰνδικαὶ δυνάμεις εἰσῆλθον εἰς τὴν Γκόα ἐκ τριῶν σημείων. — [971, 349, 1155, 460]
headline-box: ΝΕΟΙ ΔΙΟΡΙΣΜΟΙ ΓΡΑΜΜΑΤΕΩΝ ΚΑΠΝΙΚΩΝ ΕΦΟΡΙΩΝ — [403, 620, 575, 668]
photo-headline: ΕΛΛΗΝΙΚΟΝ ΓΛΕΝΤΙ ΕΙΣ ΓΕΡΜΑΝΙΚΗΝ ΠΟΛΙΝ — [1200, 1298, 1525, 1314]
column-4 — [1164, 8, 1560, 2315]
paragraph: ΑΘΗΝΑΙ, 18.— Τὴν 21ην τρέχοντος ... — [403, 1387, 575, 1414]
subheading: ΑΙ ΑΛΛΑΙ ΑΠΟΙΚΙΑΙ — [812, 658, 927, 672]
article-body — [403, 1388, 575, 1415]
headline: ΕΦΩΤΟΓΡΑΦΕΙΤΟ ΑΝΑ ΤΑΣ ΟΔΟΥΣ — [634, 1632, 1105, 1662]
headline: ΕΠΙΣΤΡΕΦΕΙ Ο Θ. ΑΒΕΡΩΦ — [410, 1298, 568, 1313]
paragraph: ΛΟΝΔΙΝΟΝ, 18. (Ρώϊτερ).— Ὁ βασιλεὺς τῆς Ἰορδανίας Χουσεΐν συνηντήθη μὲ τὸν πρωθυπουργὸν κ. Μὰκ Μίλλαν... — [1367, 1219, 1560, 1274]
headline: Η ΤΗΡΟΥΜΕΝΗ ΥΠΟ ΤΗΣ ΓΙΟΥΓΚΟΣΛΑΒΙΑΣ ΣΙΩΠΗ ΕΠΙ ΤΗΣ ΡΩΣΣΟΑΛΒΑΝΙΚΗΣ ΔΙΕΝΕΞΕΩΣ ΘΕΩΡΕΙΤΑΙ ΩΣ ΥΠΟΔΕΙΞΕΙΣ ΥΠΟ ΤΗΣ ΜΟΣΧΑΣ — [19, 1080, 384, 1126]
paragraph: ΚΩΝΣΤΑΝΤΙΝΟΥΠΟΛΙΣ, 18. (ΤΣ.).— Οἱ 2.500 ἐργάται τοῦ ἐργοστασίου... — [403, 1041, 575, 1082]
paragraph: ΑΘΗΝΑΙ, 18.— Ἀστυφύλαξ τῆς τροχαίας ὑπηρεσίας, περιπολῶν εἰς τὴν ὁδὸν Πανεπιστημίου, ἀντελήφθη νεαρὸν νὰ φωτογραφίζῃ ἀγνώστους νεάνιδας... — [777, 1838, 962, 1920]
photo-headline: ΕΚΠΑΙΔΕΥΣΙΣ ΜΑΚΕΔΟΝΩΝ ΑΓΡΟΤΩΝ — [66, 1240, 337, 1257]
lead-subheadline: ΚΑΙ Η ΓΚΟΑ ΘΑ ΚΑΤΑΣΤΗ ΕΛΕΥΘΕΡΑ — [618, 213, 1121, 243]
